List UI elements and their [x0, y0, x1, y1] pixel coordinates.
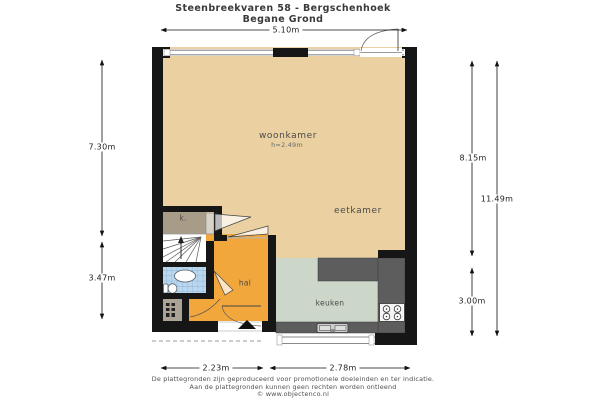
window-end-tick-2: [354, 49, 360, 55]
footer-disclaimer-2: Aan de plattegronden kunnen geen rechten worden ontleend: [189, 382, 397, 391]
page-subtitle: Begane Grond: [242, 14, 324, 25]
wall-keuken-stub: [378, 250, 405, 258]
wall-bottom-right: [375, 333, 417, 345]
wall-hal-keuken: [268, 235, 276, 332]
dim-label-bottom-left: 2.23m: [199, 364, 232, 373]
wall-right: [405, 47, 417, 345]
floors-layer: [163, 47, 405, 333]
dim-label-top: 5.10m: [269, 26, 302, 35]
dim-label-left-upper: 7.30m: [85, 143, 118, 152]
room-label-hal: hal: [238, 278, 252, 288]
toilet-cistern: [164, 284, 169, 293]
keuken-bottom-window: [276, 334, 375, 346]
footer-disclaimer-1: De plattegronden zijn geproduceerd voor promotionele doeleinden en ter indicatie.: [151, 375, 435, 383]
dim-label-left-lower: 3.47m: [85, 274, 118, 283]
dim-label-right-upper: 8.15m: [456, 154, 489, 163]
room-label-eetkamer: eetkamer: [334, 206, 382, 216]
room-label-keuken: keuken: [315, 298, 345, 308]
room-label-kast: k.: [179, 213, 187, 223]
wall-left: [152, 47, 163, 332]
room-height-note: h=2.49m: [271, 141, 303, 149]
wall-hal-north: [214, 235, 227, 241]
wall-bottom-left: [152, 321, 218, 332]
wall-stairs-toilet-east: [206, 241, 214, 298]
dim-label-right-lower: 3.00m: [455, 297, 488, 306]
kitchen-counter-top: [318, 258, 378, 281]
wall-toilet-south: [152, 293, 214, 299]
dim-label-bottom-right: 2.78m: [326, 364, 359, 373]
wall-meterkast-east: [182, 299, 189, 321]
toilet-bowl: [168, 284, 177, 294]
page-title: Steenbreekvaren 58 - Bergschenhoek: [175, 3, 391, 14]
top-window-wall-break: [273, 48, 308, 57]
wall-closet-top: [163, 206, 222, 212]
dim-label-right-total: 11.49m: [478, 195, 517, 204]
wall-toilet-north: [163, 262, 206, 267]
top-door: [360, 29, 402, 57]
footer-copyright: © www.objectenco.nl: [256, 390, 330, 398]
window-end-tick: [164, 49, 170, 55]
closet-door-leaf: [206, 213, 214, 234]
sink: [317, 324, 348, 333]
room-label-woonkamer: woonkamer: [258, 131, 318, 141]
stove: [380, 304, 405, 322]
washbasin: [175, 270, 196, 282]
